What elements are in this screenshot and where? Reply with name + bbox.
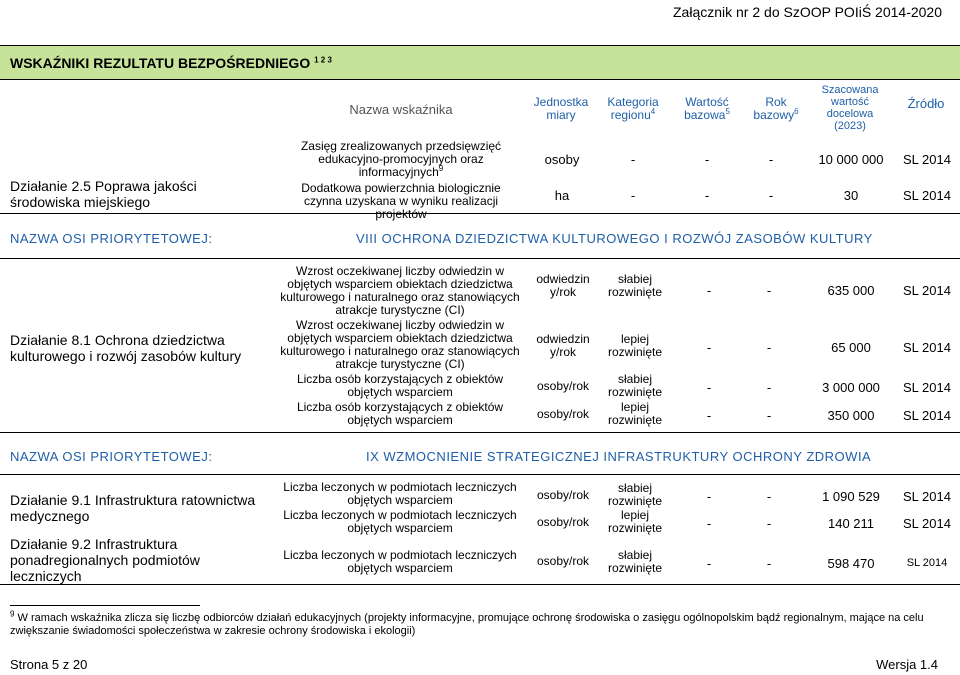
unit-cell: osoby/rok	[536, 407, 590, 421]
category-cell: lepiej rozwinięte	[607, 400, 663, 427]
unit-cell: osoby/rok	[536, 379, 590, 393]
version: Wersja 1.4	[876, 657, 938, 672]
base-year-cell: -	[766, 516, 772, 531]
base-year-cell: -	[766, 556, 772, 571]
indicator-name: Liczba leczonych w podmiotach leczniczych objętych wsparciem	[283, 480, 517, 507]
unit-cell: ha	[554, 188, 570, 203]
base-value-cell: -	[706, 408, 712, 423]
category-cell: lepiej rozwinięte	[607, 508, 663, 535]
base-year-cell: -	[768, 152, 774, 167]
base-value-cell: -	[706, 516, 712, 531]
unit-cell: osoby	[544, 152, 580, 167]
axis-label: NAZWA OSI PRIORYTETOWEJ:	[10, 449, 213, 464]
col-category-header: Kategoria regionu$^4$	[607, 95, 659, 122]
target-cell: 1 090 529	[822, 489, 880, 504]
footnote: $^9$ W ramach wskaźnika zlicza się liczbę odbiorców działań edukacyjnych (projekty informacyjne, promujące ochronę środowiska o zasięgu ogólnopolskim bądź regionalnym, mające na celu zwiększanie świadomości społeczeństwa w zakresie ochrony środowiska i ekologii)	[10, 609, 924, 637]
source-cell: SL 2014	[903, 340, 951, 355]
category-cell: słabiej rozwinięte	[607, 481, 663, 508]
source-cell: SL 2014	[906, 557, 948, 569]
base-year-cell: -	[766, 380, 772, 395]
base-year-cell: -	[768, 188, 774, 203]
base-year-cell: -	[766, 408, 772, 423]
indicator-name: Zasięg zrealizowanych przedsięwzięć edukacyjno-promocyjnych oraz informacyjnych$^9$	[300, 139, 502, 179]
category-cell: słabiej rozwinięte	[607, 372, 663, 399]
axis-value: IX WZMOCNIENIE STRATEGICZNEJ INFRASTRUKTURY OCHRONY ZDROWIA	[366, 449, 872, 464]
target-cell: 598 470	[827, 556, 875, 571]
category-cell: słabiej rozwinięte	[607, 272, 663, 299]
category-cell: -	[630, 152, 636, 167]
indicator-name: Dodatkowa powierzchnia biologicznie czynna uzyskana w wyniku realizacji projektów	[301, 181, 501, 221]
action-2-5: Działanie 2.5 Poprawa jakości środowiska miejskiego	[10, 178, 197, 210]
indicator-name: Wzrost oczekiwanej liczby odwiedzin w objętych wsparciem obiektach dziedzictwa kulturowego i naturalnego oraz stanowiących atrakcje turystyczne (CI)	[280, 264, 520, 317]
unit-cell: osoby/rok	[536, 515, 590, 529]
source-cell: SL 2014	[903, 380, 951, 395]
indicator-name: Liczba leczonych w podmiotach leczniczych objętych wsparciem	[283, 508, 517, 535]
col-unit-header: Jednostka miary	[533, 95, 589, 122]
page-number: Strona 5 z 20	[10, 657, 88, 672]
attachment-header: Załącznik nr 2 do SzOOP POIiŚ 2014-2020	[673, 4, 942, 20]
base-value-cell: -	[704, 152, 710, 167]
base-value-cell: -	[706, 489, 712, 504]
banner-title: WSKAŹNIKI REZULTATU BEZPOŚREDNIEGO $^{1 2 3}$	[10, 55, 332, 71]
category-cell: -	[630, 188, 636, 203]
target-cell: 65 000	[831, 340, 871, 355]
target-cell: 10 000 000	[818, 152, 884, 167]
source-cell: SL 2014	[903, 516, 951, 531]
col-base-value-header: Wartość bazowa$^5$	[684, 95, 730, 122]
target-cell: 3 000 000	[822, 380, 880, 395]
category-cell: słabiej rozwinięte	[607, 548, 663, 575]
unit-cell: odwiedzin y/rok	[536, 272, 590, 299]
source-cell: SL 2014	[903, 283, 951, 298]
source-cell: SL 2014	[903, 188, 951, 203]
target-cell: 350 000	[827, 408, 875, 423]
base-value-cell: -	[706, 556, 712, 571]
source-cell: SL 2014	[903, 408, 951, 423]
indicator-name: Liczba osób korzystających z obiektów objętych wsparciem	[296, 400, 504, 427]
action-9-1: Działanie 9.1 Infrastruktura ratownictwa medycznego	[10, 492, 256, 524]
col-base-year-header: Rok bazowy$^6$	[753, 95, 799, 122]
unit-cell: osoby/rok	[536, 554, 590, 568]
base-year-cell: -	[766, 489, 772, 504]
axis-value: VIII OCHRONA DZIEDZICTWA KULTUROWEGO I ROZWÓJ ZASOBÓW KULTURY	[356, 231, 873, 246]
base-value-cell: -	[706, 340, 712, 355]
source-cell: SL 2014	[903, 489, 951, 504]
base-value-cell: -	[706, 283, 712, 298]
target-cell: 140 211	[827, 516, 875, 531]
base-value-cell: -	[704, 188, 710, 203]
action-8-1: Działanie 8.1 Ochrona dziedzictwa kulturowego i rozwój zasobów kultury	[10, 332, 242, 364]
base-year-cell: -	[766, 340, 772, 355]
base-year-cell: -	[766, 283, 772, 298]
banner	[0, 45, 960, 80]
category-cell: lepiej rozwinięte	[607, 332, 663, 359]
base-value-cell: -	[706, 380, 712, 395]
indicator-name: Wzrost oczekiwanej liczby odwiedzin w objętych wsparciem obiektach dziedzictwa kulturowego i naturalnego oraz stanowiących atrakcje turystyczne (CI)	[280, 318, 520, 371]
target-cell: 30	[843, 188, 859, 203]
unit-cell: odwiedzin y/rok	[536, 332, 590, 359]
source-cell: SL 2014	[903, 152, 951, 167]
col-source-header: Źródło	[907, 96, 945, 111]
action-9-2: Działanie 9.2 Infrastruktura ponadregionalnych podmiotów leczniczych	[10, 536, 200, 584]
axis-label: NAZWA OSI PRIORYTETOWEJ:	[10, 231, 213, 246]
indicator-name: Liczba osób korzystających z obiektów objętych wsparciem	[296, 372, 504, 399]
indicator-name: Liczba leczonych w podmiotach leczniczych objętych wsparciem	[283, 548, 517, 575]
unit-cell: osoby/rok	[536, 488, 590, 502]
target-cell: 635 000	[827, 283, 875, 298]
col-name-header: Nazwa wskaźnika	[349, 102, 453, 117]
col-target-header: Szacowana wartość docelowa (2023)	[821, 84, 879, 132]
